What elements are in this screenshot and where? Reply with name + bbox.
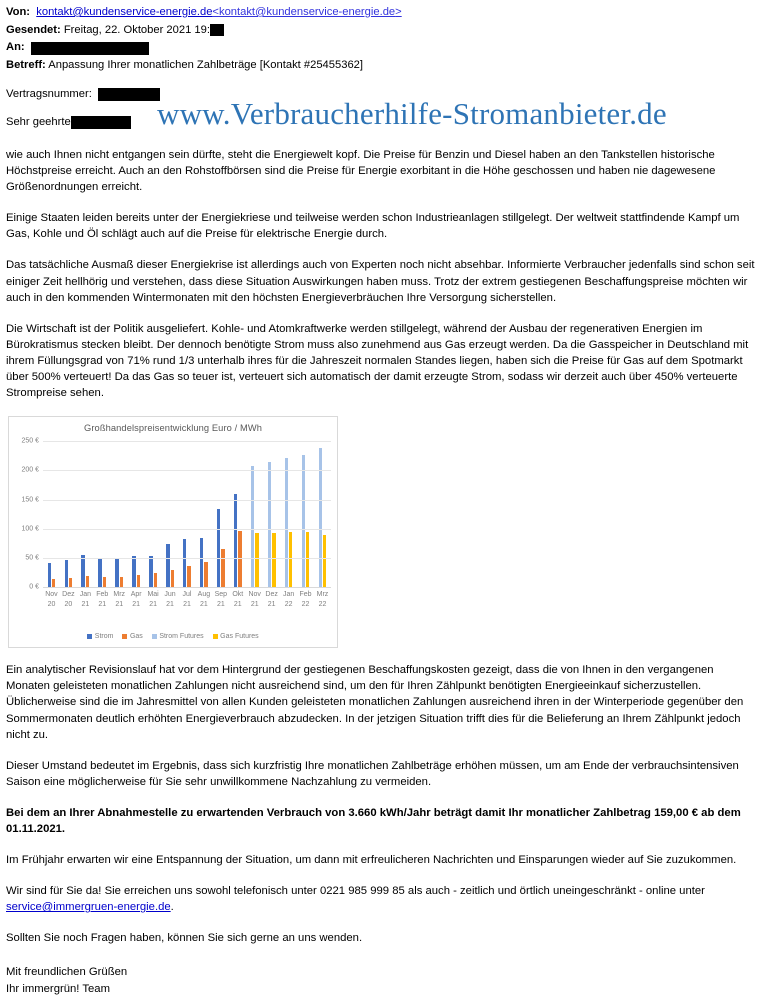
chart-category-group	[94, 441, 111, 587]
chart-legend-swatch	[213, 634, 218, 639]
chart-bar	[120, 577, 123, 588]
chart-bar	[154, 573, 157, 588]
paragraph-5: Ein analytischer Revisionslauf hat vor dem Hintergrund der gestiegenen Beschaffungskosten gezeigt, dass die von Ihnen in den vergangenen Monaten geleisteten monatlichen Zahlungen nicht ausreichend sind, um den für Ihren Zählpunkt benötigten Energieeinkauf sicherzustellen. Üblicherweise sind die im Jahresmittel von allen Kunden geleisteten monatlichen Zahlungen ausreichend ihren in der Winterperiode gegenüber den Sommermonaten deutlich erhöhten Energieverbrauch abzudecken. In der jetzigen Situation trifft dies für die Belieferung an Ihrem Zählpunkt jedoch nicht zu.	[6, 664, 744, 741]
sent-label: Gesendet:	[6, 23, 61, 36]
salutation-text: Sehr geehrte	[6, 116, 71, 128]
chart-bar	[323, 535, 326, 587]
chart-category-group	[212, 441, 229, 587]
signature-line-2: Ihr immergrün! Team	[6, 982, 111, 995]
chart-x-tick-label: Nov 21	[248, 591, 261, 608]
chart-bar	[268, 462, 271, 588]
chart-plot-area	[21, 437, 331, 591]
chart-bar	[289, 532, 292, 587]
chart-legend-label: Gas	[129, 633, 143, 641]
chart-category-group	[297, 441, 314, 587]
chart-bar	[285, 458, 288, 588]
chart-bar	[234, 494, 237, 587]
chart-bar	[115, 559, 118, 587]
chart-category-group	[111, 441, 128, 587]
header-row-from	[6, 4, 762, 21]
chart-category-group	[246, 441, 263, 587]
chart-category-group	[145, 441, 162, 587]
chart-x-tick-label: Jan 22	[282, 591, 295, 608]
paragraph-9	[6, 883, 760, 915]
chart-legend	[9, 633, 337, 640]
chart-x-tick-label: Mrz 21	[113, 591, 126, 608]
chart-bar	[217, 509, 220, 587]
chart-bar	[166, 544, 169, 587]
chart-bar	[238, 531, 241, 587]
sent-value: Freitag, 22. Oktober 2021 19:	[63, 23, 210, 36]
header-row-sent	[6, 22, 762, 39]
chart-legend-swatch	[152, 634, 157, 639]
chart-bar	[255, 533, 258, 587]
chart-bar	[183, 539, 186, 587]
chart-legend-label: Strom	[94, 633, 114, 641]
chart-gridline	[21, 525, 331, 533]
chart-y-tick-label: 0 €	[29, 583, 39, 591]
chart-bar	[137, 575, 140, 587]
paragraph-9-text: Wir sind für Sie da! Sie erreichen uns sowohl telefonisch unter 0221 985 999 85 als auch - zeitlich und örtlich uneingeschränkt - online unter	[6, 885, 705, 898]
chart-x-tick-label: Nov 20	[45, 591, 58, 608]
chart-bar	[187, 566, 190, 587]
chart-x-tick-label: Aug 21	[197, 591, 211, 608]
contract-number-label: Vertragsnummer:	[6, 88, 92, 100]
signature-line-1: Mit freundlichen Grüßen	[6, 966, 128, 979]
chart-gridline	[21, 437, 331, 445]
chart-bar	[81, 555, 84, 587]
to-label: An:	[6, 41, 25, 53]
service-email-link[interactable]: service@immergruen-energie.de	[6, 901, 171, 914]
chart-bar	[251, 466, 254, 587]
chart-legend-item[interactable]	[213, 633, 259, 640]
email-header	[0, 0, 768, 73]
chart-bar	[204, 562, 207, 587]
chart-gridline	[25, 554, 331, 562]
header-row-to	[6, 39, 762, 56]
watermark-url: www.Verbraucherhilfe-Stromanbieter.de	[157, 96, 667, 131]
email-body-continued	[0, 662, 768, 946]
chart-x-tick-label: Dez 20	[62, 591, 75, 608]
chart-category-group	[77, 441, 94, 587]
chart-bars-container	[43, 441, 331, 587]
chart-x-tick-label: Mrz 22	[316, 591, 329, 608]
chart-legend-swatch	[122, 634, 127, 639]
redaction-block-contract	[98, 88, 160, 101]
chart-bar	[132, 556, 135, 587]
chart-bar	[86, 576, 89, 588]
redaction-block-name	[71, 116, 131, 129]
chart-bar	[221, 549, 224, 587]
from-email-address[interactable]: kontakt@kundenservice-energie.de	[218, 6, 396, 18]
paragraph-4: Die Wirtschaft ist der Politik ausgeliefert. Kohle- und Atomkraftwerke werden stillgelegt, während der Ausbau der regenerativen Energien im Bürokratismus stecken bleibt. Der dennoch benötigte Strom muss also zunehmend aus Gas erzeugt werden. Da die Gasspeicher in Deutschland mit ihrem Füllungsgrad von 71% rund 1/3 unterhalb ihres für die Jahreszeit normalen Standes liegen, haben sich die Preise für Gas auf dem Spotmarkt über 500% verteuert! Da das Gas so teuer ist, verteuert sich automatisch der damit erzeugte Strom, sodass wir derzeit auch über 450% verteuerte Strompreise sehen.	[6, 322, 749, 400]
chart-bar	[149, 556, 152, 587]
chart-category-group	[128, 441, 145, 587]
chart-y-tick-label: 50 €	[25, 554, 39, 562]
chart-category-group	[179, 441, 196, 587]
chart-category-group	[263, 441, 280, 587]
email-signature	[0, 964, 768, 996]
chart-legend-item[interactable]	[122, 633, 142, 640]
chart-gridline	[21, 496, 331, 504]
email-body	[0, 147, 768, 401]
chart-bar	[65, 560, 68, 587]
chart-category-group	[280, 441, 297, 587]
redaction-block-recipient	[31, 42, 149, 55]
chart-bar	[69, 578, 72, 587]
chart-x-tick-label: Feb 21	[96, 591, 109, 608]
chart-legend-item[interactable]	[152, 633, 204, 640]
from-bracket-close: >	[395, 6, 402, 18]
wholesale-price-chart	[8, 416, 338, 648]
chart-x-tick-label: Apr 21	[130, 591, 142, 608]
chart-bar	[103, 577, 106, 588]
chart-gridline	[29, 583, 331, 591]
chart-category-group	[162, 441, 179, 587]
chart-gridline	[21, 466, 331, 474]
chart-y-tick-label: 150 €	[21, 496, 39, 504]
paragraph-10: Sollten Sie noch Fragen haben, können Sie sich gerne an uns wenden.	[6, 932, 363, 945]
chart-y-tick-label: 200 €	[21, 466, 39, 474]
chart-category-group	[60, 441, 77, 587]
chart-y-tick-label: 100 €	[21, 525, 39, 533]
chart-y-tick-label: 250 €	[21, 437, 39, 445]
subject-value: Anpassung Ihrer monatlichen Zahlbeträge [Kontakt #25455362]	[48, 58, 363, 71]
chart-legend-label: Gas Futures	[220, 633, 259, 641]
chart-x-tick-label: Sep 21	[214, 591, 228, 608]
header-row-subject	[6, 57, 762, 74]
paragraph-1: wie auch Ihnen nicht entgangen sein dürfte, steht die Energiewelt kopf. Die Preise für Benzin und Diesel haben an den Tankstellen historische Höchstpreise erreicht. Auch an den Rohstoffbörsen sind die Preise für Energie exorbitant in die Höhe geschossen und haben nie dagewesene Größenordnungen erreicht.	[6, 149, 716, 194]
chart-category-group	[229, 441, 246, 587]
chart-x-tick-label: Feb 22	[299, 591, 312, 608]
chart-x-tick-label: Dez 21	[265, 591, 278, 608]
chart-bar	[200, 538, 203, 587]
chart-legend-item[interactable]	[87, 633, 113, 640]
chart-x-tick-label: Jun 21	[164, 591, 176, 608]
paragraph-3: Das tatsächliche Ausmaß dieser Energiekrise ist allerdings auch von Experten noch nicht absehbar. Informierte Verbraucher jedenfalls sind schon seit einiger Zeit hellhörig und verstehen, dass diese Situation Auswirkungen haben muss. Trotz der extrem gestiegenen Beschaffungspreise möchten wir auch in den kommenden Wintermonaten mit den höchsten Energieverbräuchen Ihre Versorgung sicherstellen.	[6, 259, 755, 304]
chart-bar	[48, 563, 51, 587]
chart-bar	[98, 558, 101, 587]
chart-x-axis-labels	[43, 590, 331, 609]
chart-x-tick-label: Okt 21	[232, 591, 244, 608]
chart-x-tick-label: Jul 21	[182, 591, 192, 608]
chart-bar	[306, 532, 309, 587]
chart-bar	[302, 455, 305, 587]
subject-label: Betreff:	[6, 58, 46, 71]
chart-legend-swatch	[87, 634, 92, 639]
redaction-block-time	[210, 24, 224, 36]
chart-x-tick-label: Jan 21	[79, 591, 91, 608]
paragraph-8: Im Frühjahr erwarten wir eine Entspannung der Situation, um dann mit erfreulicheren Nachrichten und Einsparungen wieder auf Sie zuzukommen.	[6, 854, 737, 867]
chart-title: Großhandelspreisentwicklung Euro / MWh	[84, 423, 262, 434]
chart-bar	[52, 579, 55, 587]
paragraph-6: Dieser Umstand bedeutet im Ergebnis, dass sich kurzfristig Ihre monatlichen Zahlbeträge erhöhen müssen, um am Ende der verbrauchsintensiven Saison eine möglicherweise für Sie sehr unwillkommene Nachzahlung zu vermeiden.	[6, 759, 739, 788]
chart-category-group	[314, 441, 331, 587]
from-email-link[interactable]: kontakt@kundenservice-energie.de	[36, 6, 213, 18]
from-label: Von:	[6, 6, 31, 18]
chart-x-tick-label: Mai 21	[147, 591, 159, 608]
chart-bar	[171, 570, 174, 587]
paragraph-7-highlight: Bei dem an Ihrer Abnahmestelle zu erwartenden Verbrauch von 3.660 kWh/Jahr beträgt damit Ihr monatlicher Zahlbetrag 159,00 € ab dem 01.11.2021.	[6, 806, 741, 835]
from-bracket-open: <	[212, 6, 219, 18]
paragraph-9-period: .	[170, 901, 174, 914]
chart-category-group	[43, 441, 60, 587]
chart-bar	[319, 448, 322, 587]
chart-category-group	[195, 441, 212, 587]
paragraph-2: Einige Staaten leiden bereits unter der Energiekriese und teilweise werden schon Industrieanlagen stillgelegt. Der weltweit stattfindende Kampf um Gas, Kohle und Öl schlägt auch auf die Preise für elektrische Energie durch.	[6, 212, 740, 241]
chart-legend-label: Strom Futures	[159, 633, 204, 641]
chart-bar	[272, 533, 275, 587]
